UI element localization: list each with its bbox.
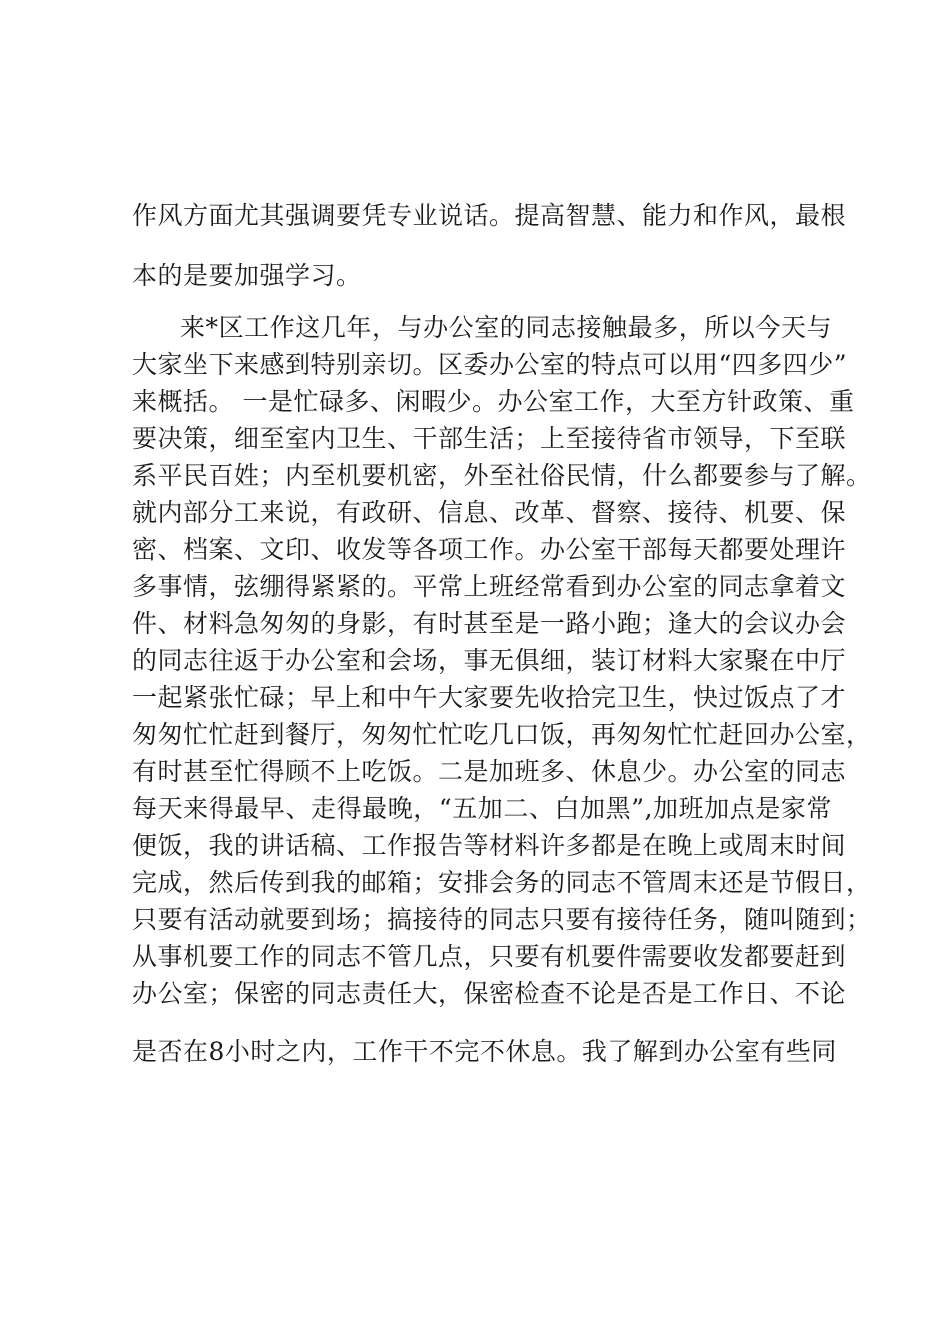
- text-line: 就内部分工来说，有政研、信息、改革、督察、接待、机要、保: [132, 498, 847, 527]
- text-line: 作风方面尤其强调要凭专业说话。提高智慧、能力和作风，最根: [132, 201, 847, 230]
- text-line: 系平民百姓；内至机要机密，外至社俗民情，什么都要参与了解。: [132, 461, 872, 490]
- text-line: 办公室；保密的同志责任大，保密检查不论是否是工作日、不论: [132, 979, 847, 1008]
- text-line: 从事机要工作的同志不管几点，只要有机要件需要收发都要赶到: [132, 942, 847, 971]
- text-line: 本的是要加强学习。: [132, 261, 362, 290]
- text-line: 的同志往返于办公室和会场，事无俱细，装订材料大家聚在中厅: [132, 646, 847, 675]
- text-line: 有时甚至忙得顾不上吃饭。二是加班多、休息少。办公室的同志: [132, 757, 847, 786]
- text-line: 完成，然后传到我的邮箱；安排会务的同志不管周末还是节假日，: [132, 868, 872, 897]
- text-line: 每天来得最早、走得最晚，“五加二、白加黑”,加班加点是家常: [132, 794, 832, 823]
- text-line: 多事情，弦绷得紧紧的。平常上班经常看到办公室的同志拿着文: [132, 572, 847, 601]
- text-line: 大家坐下来感到特别亲切。区委办公室的特点可以用“四多四少”: [132, 350, 848, 379]
- paragraph-first-line: 来*区工作这几年，与办公室的同志接触最多，所以今天与: [180, 313, 832, 342]
- text-line: 只要有活动就要到场；搞接待的同志只要有接待任务，随叫随到；: [132, 905, 872, 934]
- text-line: 是否在8小时之内，工作干不完不休息。我了解到办公室有些同: [132, 1037, 837, 1066]
- text-line: 要决策，细至室内卫生、干部生活；上至接待省市领导，下至联: [132, 424, 847, 453]
- text-line: 匆匆忙忙赶到餐厅，匆匆忙忙吃几口饭，再匆匆忙忙赶回办公室，: [132, 720, 872, 749]
- text-line: 密、档案、文印、收发等各项工作。办公室干部每天都要处理许: [132, 535, 847, 564]
- text-line: 件、材料急匆匆的身影，有时甚至是一路小跑；逢大的会议办会: [132, 609, 847, 638]
- text-line: 便饭，我的讲话稿、工作报告等材料许多都是在晚上或周末时间: [132, 831, 847, 860]
- text-line: 一起紧张忙碌；早上和中午大家要先收拾完卫生，快过饭点了才: [132, 683, 847, 712]
- text-line: 来概括。 一是忙碌多、闲暇少。办公室工作，大至方针政策、重: [132, 387, 855, 416]
